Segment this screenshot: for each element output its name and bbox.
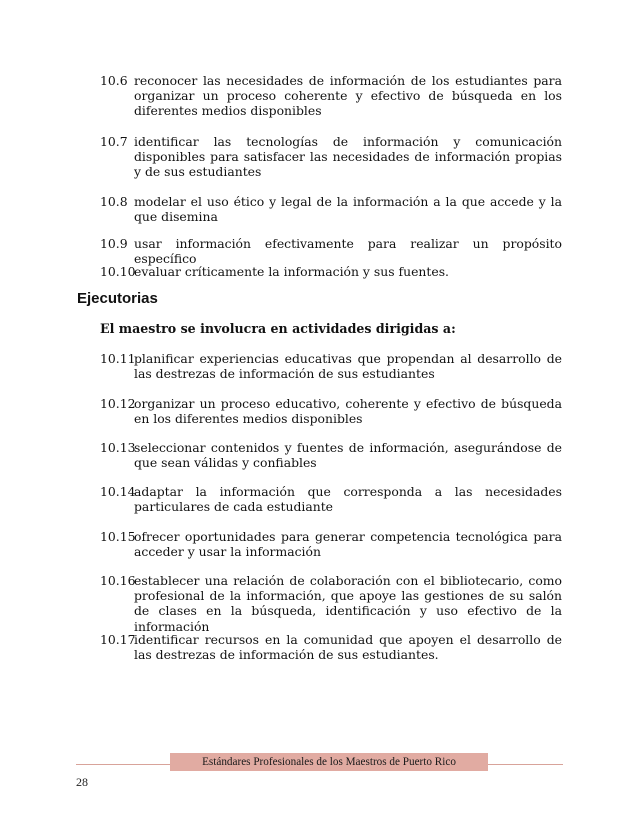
page-number: 28 — [76, 775, 88, 789]
item-number: 10.11 — [100, 351, 136, 366]
item-number: 10.9 — [100, 236, 128, 251]
item-text: usar información efectivamente para realizar un propósito específico — [134, 236, 562, 267]
list-item — [100, 573, 562, 634]
section-intro: El maestro se involucra en actividades dirigidas a: — [100, 321, 456, 336]
item-number: 10.13 — [100, 440, 136, 455]
footer-title: Estándares Profesionales de los Maestros de Puerto Rico — [170, 753, 488, 771]
item-text: identificar las tecnologías de información y comunicación disponibles para satisfacer las necesidades de información propias y de sus estudiantes — [134, 134, 562, 180]
item-number: 10.15 — [100, 529, 136, 544]
item-text: establecer una relación de colaboración con el bibliotecario, como profesional de la información, que apoye las gestiones de su salón de clases en la búsqueda, identificación y uso efectivo de la información — [134, 573, 562, 634]
item-number: 10.7 — [100, 134, 128, 149]
list-item — [100, 440, 562, 470]
list-item — [100, 264, 562, 279]
item-number: 10.17 — [100, 632, 136, 647]
list-item — [100, 351, 562, 381]
item-number: 10.12 — [100, 396, 136, 411]
item-text: reconocer las necesidades de información de los estudiantes para organizar un proceso coherente y efectivo de búsqueda en los diferentes medios disponibles — [134, 73, 562, 119]
item-text: ofrecer oportunidades para generar competencia tecnológica para acceder y usar la información — [134, 529, 562, 560]
item-text: adaptar la información que corresponda a las necesidades particulares de cada estudiante — [134, 484, 562, 515]
list-item — [100, 396, 562, 426]
list-item — [100, 632, 562, 662]
item-text: organizar un proceso educativo, coherente y efectivo de búsqueda en los diferentes medios disponibles — [134, 396, 562, 427]
item-number: 10.8 — [100, 194, 128, 209]
item-number: 10.16 — [100, 573, 136, 588]
item-number: 10.10 — [100, 264, 136, 279]
list-item — [100, 236, 562, 266]
list-item — [100, 484, 562, 514]
item-number: 10.6 — [100, 73, 128, 88]
item-text: evaluar críticamente la información y sus fuentes. — [134, 264, 449, 279]
list-item — [100, 194, 562, 224]
item-text: seleccionar contenidos y fuentes de información, asegurándose de que sean válidas y confiables — [134, 440, 562, 471]
section-heading: Ejecutorias — [77, 290, 158, 307]
list-item — [100, 134, 562, 180]
item-text: modelar el uso ético y legal de la información a la que accede y la que disemina — [134, 194, 562, 225]
list-item — [100, 73, 562, 119]
item-number: 10.14 — [100, 484, 136, 499]
item-text: planificar experiencias educativas que propendan al desarrollo de las destrezas de información de sus estudiantes — [134, 351, 562, 382]
item-text: identificar recursos en la comunidad que apoyen el desarrollo de las destrezas de información de sus estudiantes. — [134, 632, 562, 663]
list-item — [100, 529, 562, 559]
